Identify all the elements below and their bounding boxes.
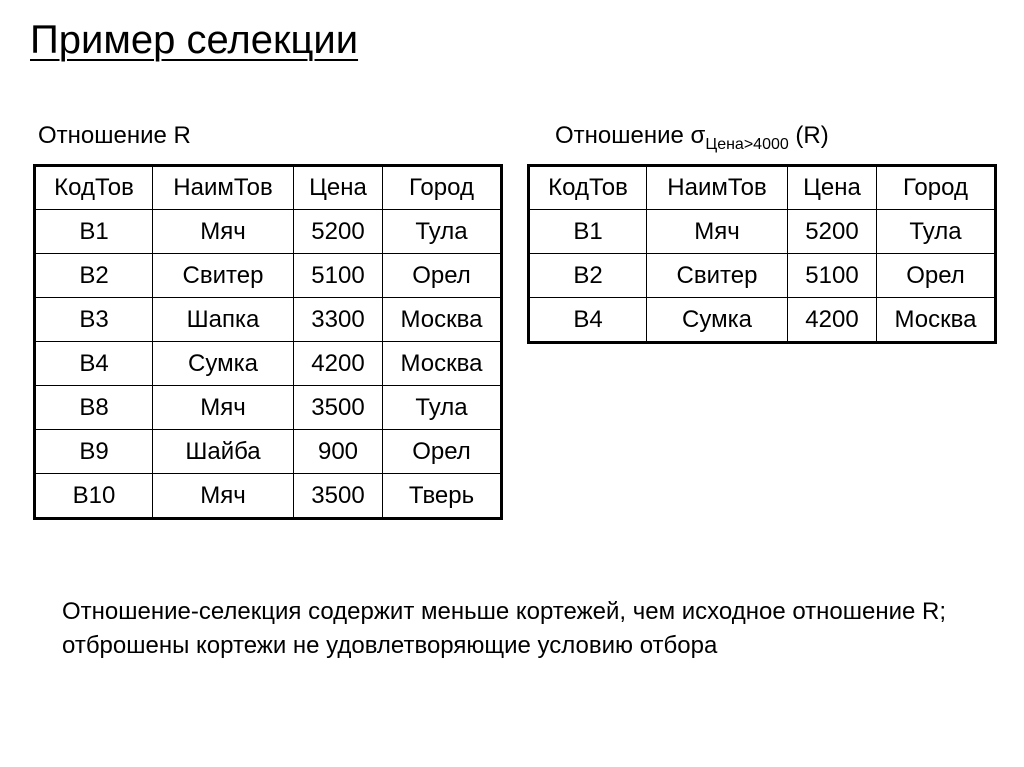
right-table-caption [555, 122, 829, 154]
city-cell: Тула [383, 386, 502, 430]
price-cell: 3500 [294, 386, 383, 430]
right-caption-condition: Цена>4000 [705, 136, 789, 153]
city-cell: Москва [877, 298, 996, 343]
code-cell: В1 [35, 210, 153, 254]
column-header: КодТов [35, 166, 153, 210]
table-row [35, 342, 502, 386]
code-cell: В2 [529, 254, 647, 298]
page-title: Пример селекции [30, 18, 359, 62]
price-cell: 5200 [294, 210, 383, 254]
price-cell: 5100 [788, 254, 877, 298]
explanation-text: Отношение-селекция содержит меньше кортежей, чем исходное отношение R; отброшены кортежи не удовлетворяющие условию отбора [62, 598, 947, 659]
price-cell: 4200 [294, 342, 383, 386]
name-cell: Сумка [647, 298, 788, 343]
code-cell: В4 [35, 342, 153, 386]
name-cell: Мяч [647, 210, 788, 254]
price-cell: 5200 [788, 210, 877, 254]
price-cell: 3300 [294, 298, 383, 342]
column-header: НаимТов [647, 166, 788, 210]
code-cell: В8 [35, 386, 153, 430]
left-table-caption: Отношение R [38, 122, 191, 149]
relation-r-table [33, 164, 503, 520]
city-cell: Москва [383, 342, 502, 386]
table-row [35, 298, 502, 342]
table-row [35, 210, 502, 254]
column-header: Цена [294, 166, 383, 210]
city-cell: Тула [877, 210, 996, 254]
column-header: Город [383, 166, 502, 210]
table-header-row [35, 166, 502, 210]
column-header: НаимТов [153, 166, 294, 210]
city-cell: Орел [383, 254, 502, 298]
column-header: Город [877, 166, 996, 210]
city-cell: Москва [383, 298, 502, 342]
table-row [35, 474, 502, 519]
name-cell: Свитер [153, 254, 294, 298]
selection-result-table [527, 164, 997, 344]
price-cell: 4200 [788, 298, 877, 343]
price-cell: 3500 [294, 474, 383, 519]
code-cell: В2 [35, 254, 153, 298]
code-cell: В10 [35, 474, 153, 519]
city-cell: Орел [877, 254, 996, 298]
name-cell: Мяч [153, 474, 294, 519]
city-cell: Тверь [383, 474, 502, 519]
table-row [35, 386, 502, 430]
table-header-row [529, 166, 996, 210]
table-row [35, 254, 502, 298]
name-cell: Шайба [153, 430, 294, 474]
name-cell: Сумка [153, 342, 294, 386]
price-cell: 900 [294, 430, 383, 474]
code-cell: В3 [35, 298, 153, 342]
name-cell: Свитер [647, 254, 788, 298]
table-row [35, 430, 502, 474]
name-cell: Мяч [153, 210, 294, 254]
code-cell: В4 [529, 298, 647, 343]
code-cell: В9 [35, 430, 153, 474]
right-caption-prefix: Отношение σ [555, 122, 706, 149]
city-cell: Орел [383, 430, 502, 474]
name-cell: Шапка [153, 298, 294, 342]
city-cell: Тула [383, 210, 502, 254]
code-cell: В1 [529, 210, 647, 254]
name-cell: Мяч [153, 386, 294, 430]
table-row [529, 298, 996, 343]
column-header: Цена [788, 166, 877, 210]
table-row [529, 254, 996, 298]
right-caption-suffix: (R) [788, 122, 829, 149]
column-header: КодТов [529, 166, 647, 210]
table-row [529, 210, 996, 254]
price-cell: 5100 [294, 254, 383, 298]
